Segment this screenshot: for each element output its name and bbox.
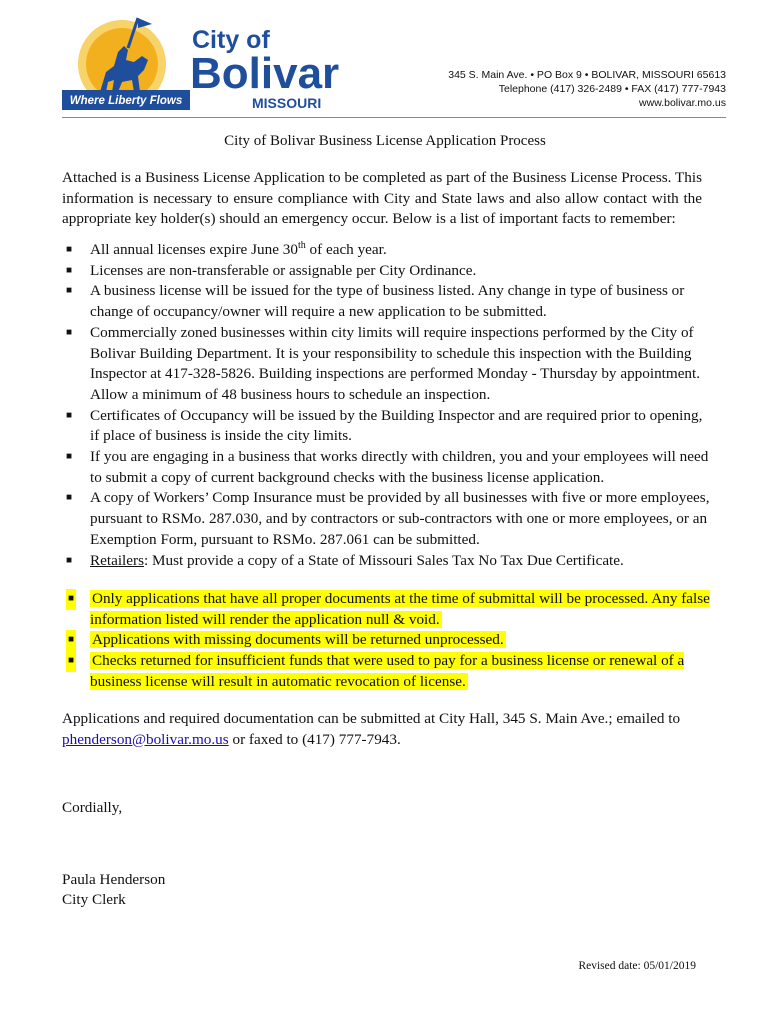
bullet-icon: ■ [66, 409, 73, 421]
bullet-icon: ■ [66, 244, 73, 255]
revised-date: Revised date: 05/01/2019 [578, 960, 696, 972]
list-item: ■ Retailers: Must provide a copy of a State of Missouri Sales Tax No Tax Due Certificate. [62, 551, 712, 572]
bullet-icon: ■ [66, 264, 73, 276]
bullet-icon: ■ [66, 326, 73, 338]
intro-paragraph: Attached is a Business License Application to be completed as part of the Business License Process. This information is necessary to ensure compliance with City and State laws and also allow contact with the appropriate key holder(s) should an emergency occur. Below is a list of important facts to remember: [62, 169, 702, 227]
logo-missouri: MISSOURI [252, 95, 322, 111]
highlighted-warnings-list [62, 589, 712, 693]
contact-address: 345 S. Main Ave. • PO Box 9 • BOLIVAR, MISSOURI 65613 [448, 69, 726, 81]
important-facts-list [62, 240, 712, 571]
bullet-icon: ■ [66, 630, 76, 651]
contact-website[interactable]: www.bolivar.mo.us [639, 97, 726, 109]
list-item: ■ Applications with missing documents will be returned unprocessed. [62, 630, 712, 651]
bullet-icon: ■ [66, 651, 76, 672]
email-link[interactable]: phenderson@bolivar.mo.us [62, 730, 229, 748]
signature-name: Paula Henderson [62, 871, 166, 888]
contact-block [448, 68, 726, 110]
list-item: ■ Checks returned for insufficient funds that were used to pay for a business license or renewal of a business license will result in automatic revocation of license. [68, 652, 685, 690]
submission-paragraph: Applications and required documentation can be submitted at City Hall, 345 S. Main Ave.; emailed to phenderson@bolivar.mo.us or faxed to (417) 777-7943. [62, 710, 681, 748]
list-item: ■ Certificates of Occupancy will be issued by the Building Inspector and are required prior to opening, if place of business is inside the city limits. [66, 406, 703, 445]
list-item: ■ All annual licenses expire June 30th of each year. [62, 240, 712, 261]
list-item: ■ Licenses are non-transferable or assignable per City Ordinance. [62, 261, 712, 282]
list-item: ■ If you are engaging in a business that works directly with children, you and your employees will need to submit a copy of current background checks with the business license application. [66, 448, 709, 486]
document-title: City of Bolivar Business License Application Process [224, 133, 546, 149]
contact-phone: Telephone (417) 326-2489 • FAX (417) 777-7943 [498, 83, 726, 95]
closing: Cordially, [62, 799, 123, 816]
signature-title: City Clerk [62, 891, 126, 908]
list-item: ■ Only applications that have all proper documents at the time of submittal will be processed. Any false information listed will render the application null & void. [68, 590, 710, 628]
list-item: ■ A business license will be issued for the type of business listed. Any change in type of business or change of occupancy/owner will require a new application to be submitted. [66, 282, 685, 321]
logo-bolivar: Bolivar [190, 49, 340, 98]
list-item: ■ Commercially zoned businesses within city limits will require inspections performed by the City of Bolivar Building Department. It is your responsibility to schedule this inspection with the Building Inspector at 417-328-5826. Building inspections are performed Monday - Thursday by appointment. Allow a minimum of 48 business hours to schedule an inspection. [66, 323, 701, 403]
logo-city-of: City of [192, 26, 270, 54]
logo-tagline: Where Liberty Flows [69, 95, 183, 107]
bullet-icon: ■ [66, 492, 73, 504]
bullet-icon: ■ [66, 285, 73, 297]
header-divider [62, 117, 726, 118]
bullet-icon: ■ [66, 554, 73, 566]
list-item: ■ A copy of Workers’ Comp Insurance must be provided by all businesses with five or more employees, pursuant to RSMo. 287.030, and by contractors or sub-contractors with one or more employees, or an Exemption Form, pursuant to RSMo. 287.061 can be submitted. [66, 489, 710, 548]
bullet-icon: ■ [66, 589, 76, 610]
bullet-icon: ■ [66, 451, 73, 463]
city-logo [62, 12, 372, 112]
